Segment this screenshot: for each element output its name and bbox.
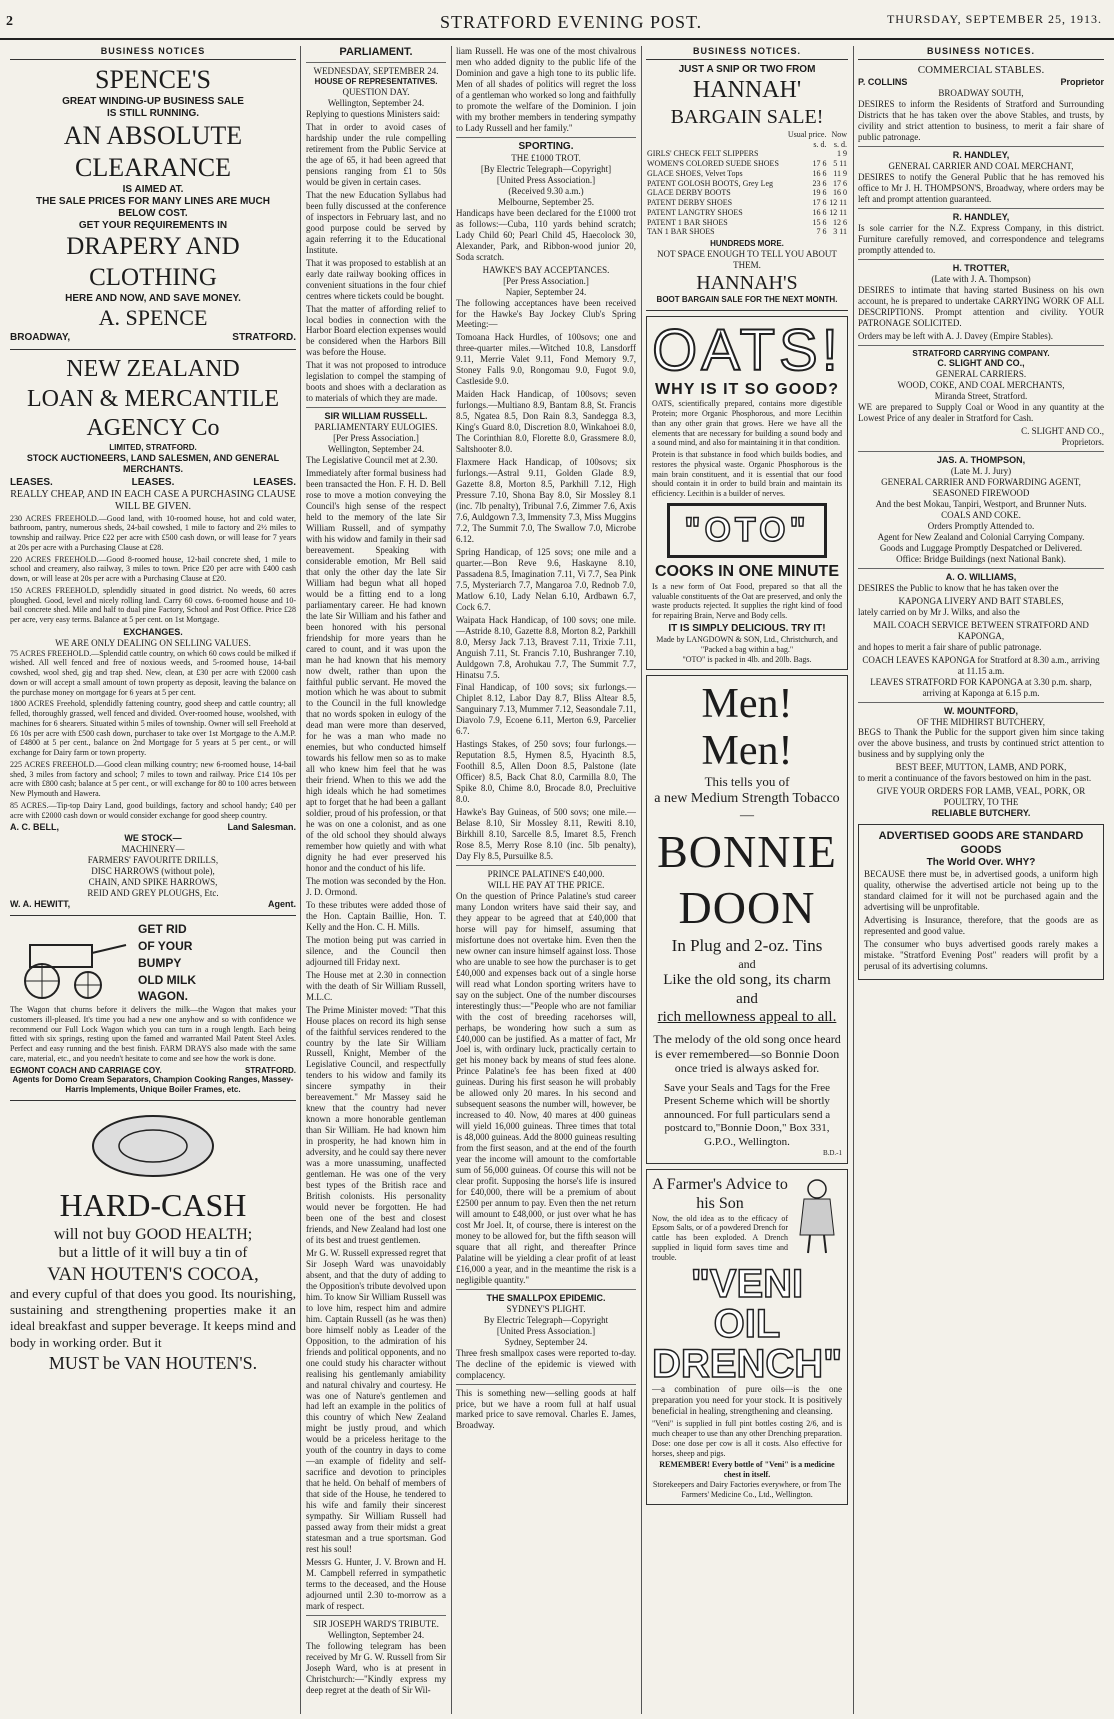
wagon-headline: WAGON. bbox=[138, 989, 188, 1004]
notice-signature: Proprietors. bbox=[1061, 437, 1104, 448]
hannah-name: HANNAH' bbox=[692, 77, 802, 104]
section-header: BUSINESS NOTICES bbox=[10, 46, 296, 60]
stables-address: BROADWAY SOUTH, bbox=[938, 88, 1024, 99]
now-price: 12 11 bbox=[829, 207, 847, 217]
article-paragraph: This is something new—selling goods at half price, but we have a room full at half usual marked price to save removal. Charles E. James, Broadway. bbox=[456, 1387, 636, 1431]
question-day: QUESTION DAY. bbox=[342, 87, 410, 98]
notice-name: H. TROTTER, bbox=[952, 262, 1010, 273]
spence-advert bbox=[10, 64, 296, 344]
now-price: 16 0 bbox=[833, 188, 847, 198]
wagon-headline: BUMPY bbox=[138, 955, 182, 970]
spence-name: SPENCE'S bbox=[95, 64, 211, 94]
notice-name: A. O. WILLIAMS, bbox=[945, 571, 1017, 582]
notice-name: W. MOUNTFORD, bbox=[944, 705, 1018, 716]
wagon-advert bbox=[10, 921, 296, 1095]
cocoa-advert bbox=[10, 1106, 296, 1375]
press-credit: [By Electric Telegraph—Copyright] bbox=[480, 163, 612, 174]
item-name: TAN 1 BAR SHOES bbox=[647, 227, 715, 237]
article-paragraph: That it was proposed to establish at an early date railway booking offices in convenient situations in the four chief centres where tickets could be bought. bbox=[306, 257, 446, 301]
issue-date: THURSDAY, SEPTEMBER 25, 1913. bbox=[886, 12, 1102, 26]
property-listing: 85 ACRES.—Tip-top Dairy Land, good buildings, factory and school handy; £40 per acre with £2000 cash down or would consider exchange for good sheep country. bbox=[10, 800, 296, 820]
dateline: Wellington, September 24. bbox=[327, 444, 425, 455]
table-row bbox=[646, 188, 848, 198]
hannah-name: HANNAH'S bbox=[696, 271, 798, 294]
table-row bbox=[646, 218, 848, 228]
article-paragraph: The following telegram has been received by Mr G. W. Russell from Sir Joseph Ward, who is at present in Christchurch:—"Kindly express my deep regret at the death of Sir Wil- bbox=[306, 1640, 446, 1695]
article-paragraph: The Legislative Council met at 2.30. bbox=[306, 455, 438, 466]
now-price: 17 6 bbox=[833, 178, 847, 188]
press-credit: By Electric Telegraph—Copyright bbox=[483, 1314, 609, 1325]
article-paragraph: The motion being put was carried in silence, and the Council then adjourned till Friday next. bbox=[306, 934, 446, 967]
oats-paragraph: Protein is that substance in food which builds bodies, and restores the physical waste. Organic Phosphorous is the main brain constituent, and it is essential that our food should contain it in order to build brain and maintain its efficiency. Lecithin is a builder of nerves. bbox=[652, 450, 842, 499]
article-paragraph: The House met at 2.30 in connection with the death of Sir William Russell, M.L.C. bbox=[306, 969, 446, 1002]
article-paragraph: Three fresh smallpox cases were reported to-day. The decline of the epidemic is viewed with complacency. bbox=[456, 1347, 636, 1380]
price-column-header: Now bbox=[831, 129, 847, 139]
notice-name: R. HANDLEY, bbox=[952, 150, 1010, 161]
press-credit: [United Press Association.] bbox=[496, 1325, 596, 1336]
notice-line: KAPONGA LIVERY AND BAIT STABLES, bbox=[898, 595, 1064, 606]
now-price: 12 6 bbox=[833, 217, 847, 227]
cocoa-body: and every cupful of that does you good. Its nourishing, sustaining and strengthening properties make it an ideal breakfast and supper beverage. It keeps mind and body in working order. But it bbox=[10, 1285, 296, 1350]
property-listing: 150 ACRES FREEHOLD, splendidly situated in good district. No weeds, 60 acres ploughed. Good, level and nicely rolling land. Carry 60 cows. 6-roomed house and 10-bail concrete shed. Mile and half to dual pine Factory, School and Post Office. Price £28 per acre, very easy terms. Balance at 5 per cent. on 1st Mortgage. bbox=[10, 585, 296, 624]
article-paragraph: Messrs G. Hunter, J. V. Brown and H. M. Campbell referred in sympathetic terms to the deceased, and the House adjourned until 2.30 to-morrow as a mark of respect. bbox=[306, 1557, 446, 1611]
column-rule bbox=[853, 46, 854, 1714]
bonnie-line: a new Medium Strength Tobacco— bbox=[654, 790, 840, 823]
usual-price: 16 6 bbox=[812, 207, 827, 217]
spence-address: BROADWAY, bbox=[10, 332, 71, 344]
dateline: Melbourne, September 25. bbox=[498, 196, 594, 207]
nzl-subtitle: STOCK AUCTIONEERS, LAND SALESMEN, AND GENERAL MERCHANTS. bbox=[26, 453, 280, 474]
notice-paragraph: WE are prepared to Supply Coal or Wood in any quantity at the Lowest Price of any dealer in Stratford for Cash. bbox=[858, 402, 1104, 424]
cocoa-line: will not buy GOOD HEALTH; bbox=[53, 1225, 253, 1243]
agent-name: W. A. HEWITT, bbox=[10, 899, 71, 910]
men-headline: Men! Men! bbox=[701, 681, 793, 774]
now-price: 11 9 bbox=[833, 168, 847, 178]
stock-item: REID AND GREY PLOUGHS, Etc. bbox=[87, 888, 219, 899]
press-credit: [United Press Association.] bbox=[496, 174, 596, 185]
usual-price: 17 6 bbox=[812, 198, 827, 208]
notice-line: Orders Promptly Attended to. bbox=[927, 521, 1035, 531]
parliament-heading: PARLIAMENT. bbox=[339, 46, 413, 58]
notice-role: (Late with J. A. Thompson) bbox=[931, 273, 1031, 284]
milk-wagon-illustration bbox=[10, 923, 130, 1003]
notice-paragraph: Is sole carrier for the N.Z. Express Company, in this district. Furniture carefully removed, and correspondence and telegrams promptly attended to. bbox=[858, 223, 1104, 255]
table-row bbox=[646, 149, 848, 159]
agent-role: Agent. bbox=[268, 899, 296, 910]
race-acceptances: Final Handicap, of 100 sovs; six furlongs.—Chiplet 8.12, Labor Day 8.7, Bliss Altear 8.5, Sanguinary 7.13, Mummer 7.12, Seasondale 7.11, Diavolo 7.9, Ecoene 6.11, Merton 6.9, Parcelier 6.7. bbox=[456, 682, 636, 737]
property-listing: 75 ACRES FREEHOLD.—Splendid cattle country, on which 60 cows could be milked if wished. All well fenced and free of noxious weeds, and 5-roomed house, 14-bail cowshed, wool shed, gig and trap shed. New, clean, at £30 per acre with £2000 cash down or will accept a small amount of town property as deposit, leaving the balance on the purchase money on mortgage for 6 years at 5 per cent. bbox=[10, 648, 296, 697]
veni-stockists: Storekeepers and Dairy Factories everywhere, or from The Farmers' Medicine Co., Ltd., Wellington. bbox=[652, 1479, 842, 1499]
column-1 bbox=[10, 46, 296, 1714]
article-paragraph: liam Russell. He was one of the most chivalrous men who added dignity to the public life of the Dominion and gave a high tone to its public life. Men of all shades of politics will regret the loss of a gentleman who worked so long and faithfully to promote the welfare of the Dominion. I join with my brother members in tendering sympathy to Lady Russell and her family." bbox=[456, 46, 636, 133]
notice-role: OF THE MIDHIRST BUTCHERY, bbox=[916, 716, 1046, 727]
notice-line: Office: Bridge Buildings (next National Bank). bbox=[896, 553, 1066, 564]
section-header: BUSINESS NOTICES. bbox=[646, 46, 848, 60]
hannah-nospace: NOT SPACE ENOUGH TO TELL YOU ABOUT THEM. bbox=[657, 248, 837, 270]
bonnie-line: and bbox=[738, 956, 756, 971]
article-heading: THE SMALLPOX EPIDEMIC. bbox=[486, 1292, 606, 1303]
stables-heading: COMMERCIAL STABLES. bbox=[917, 63, 1045, 76]
veni-remember: REMEMBER! Every bottle of "Veni" is a medicine chest in itself. bbox=[659, 1460, 835, 1480]
nzl-title: AGENCY Co bbox=[86, 414, 220, 441]
oats-paragraph: Is a new form of Oat Food, prepared so that all the valuable constituents of the Oat are preserved, and only the waste products rejected. It supplies the right kind of food for repairing Brain, Nerve and Body cells. bbox=[652, 581, 842, 621]
price-unit: s. d. bbox=[833, 139, 847, 149]
item-name: WOMEN'S COLORED SUEDE SHOES bbox=[647, 159, 779, 169]
page-number: 2 bbox=[6, 14, 13, 29]
bonnie-code: B.D.-1 bbox=[822, 1149, 842, 1158]
notice-address: Miranda Street, Stratford. bbox=[934, 391, 1028, 402]
column-2 bbox=[306, 46, 446, 1714]
masthead bbox=[0, 0, 1114, 40]
newspaper-title: STRATFORD EVENING POST. bbox=[440, 12, 703, 32]
salesman-role: Land Salesman. bbox=[227, 822, 296, 833]
parliament-date: WEDNESDAY, SEPTEMBER 24. bbox=[313, 66, 439, 77]
article-heading: PRINCE PALATINE'S £40,000. bbox=[487, 868, 605, 879]
oats-paragraph: OATS, scientifically prepared, contains more digestible Protein; more Organic Phosphorous, and more Lecithin than any other grain that grows. Here we have all the elements that are necessary for building a sound body and a sound mind, and also for maintaining it in that condition. bbox=[652, 399, 842, 448]
notice-role: GENERAL CARRIERS. bbox=[935, 369, 1027, 380]
article-paragraph: The following acceptances have been received for the Hawke's Bay Jockey Club's Spring Meeting:— bbox=[456, 297, 636, 330]
article-paragraph: To these tributes were added those of the Hon. Captain Baillie, Hon. T. Kelly and the Hon. C. H. Mills. bbox=[306, 899, 446, 932]
proprietor-role: Proprietor bbox=[1060, 77, 1104, 88]
usual-price: 7 6 bbox=[816, 227, 827, 237]
bonnie-line: In Plug and 2-oz. Tins bbox=[671, 935, 823, 955]
notice-line: Agent for New Zealand and Colonial Carrying Company. bbox=[877, 531, 1085, 542]
column-4 bbox=[646, 46, 848, 1714]
column-3 bbox=[456, 46, 636, 1714]
notice-paragraph: Advertising is Insurance, therefore, that the goods are as represented and good value. bbox=[864, 915, 1098, 937]
now-price: 1 9 bbox=[837, 149, 847, 159]
notice-paragraph: The consumer who buys advertised goods rarely makes a mistake. "Stratford Evening Post" readers will profit by a perusal of its advertising columns. bbox=[864, 939, 1098, 971]
proprietor-name: P. COLLINS bbox=[858, 77, 908, 88]
spence-line: HERE AND NOW, AND SAVE MONEY. bbox=[65, 293, 241, 305]
spence-line: BELOW COST. bbox=[118, 207, 188, 219]
notice-line: COALS AND COKE. bbox=[941, 510, 1021, 521]
nzl-headline: REALLY CHEAP, AND IN EACH CASE A PURCHASING CLAUSE WILL BE GIVEN. bbox=[10, 489, 296, 513]
bonnie-line: This tells you of bbox=[704, 773, 790, 789]
nzl-title: LOAN & MERCANTILE bbox=[27, 385, 279, 412]
section-header: BUSINESS NOTICES. bbox=[858, 46, 1104, 60]
article-paragraph: That the matter of affording relief to local bodies in connection with the Harbor Board election expenses would be considered when the Harbors Bill was before the House. bbox=[306, 303, 446, 358]
notice-paragraph: to merit a continuance of the favors bestowed on him in the past. bbox=[858, 773, 1092, 784]
price-unit: s. d. bbox=[813, 139, 827, 149]
notice-role: (Late M. J. Jury) bbox=[950, 466, 1012, 477]
article-heading: SIR WILLIAM RUSSELL. bbox=[324, 411, 428, 422]
article-paragraph: Replying to questions Ministers said: bbox=[306, 109, 440, 120]
spence-town: STRATFORD. bbox=[232, 332, 296, 344]
notice-role: GENERAL CARRIER AND FORWARDING AGENT, bbox=[881, 477, 1081, 488]
wagon-headline: OLD MILK bbox=[138, 972, 196, 987]
cocoa-slogan: MUST be VAN HOUTEN'S. bbox=[48, 1352, 258, 1373]
article-paragraph: That it was not proposed to introduce legislation to compel the stamping of boots and shoes with a declaration as to materials of which they are made. bbox=[306, 360, 446, 404]
veni-paragraph: "Veni" is supplied in full pint bottles costing 2/6, and is much cheaper to use than any other Drenching preparation. Dose: one dose per cow is all it costs. Also effective for horses, sheep and pigs. bbox=[652, 1419, 842, 1458]
adv-subtitle: The World Over. WHY? bbox=[926, 857, 1036, 869]
article-paragraph: Handicaps have been declared for the £1000 trot as follows:—Cuba, 110 yards behind scratch; Lady Child 60; Pearl Child 45, Haecolock 30, Alexander, Park, and Ribbon-wood junior 20, Soda scratch. bbox=[456, 207, 636, 262]
usual-price: 17 6 bbox=[812, 159, 827, 169]
cocoa-tin-illustration bbox=[78, 1106, 228, 1186]
notice-line: MAIL COACH SERVICE BETWEEN STRATFORD AND KAPONGA, bbox=[873, 619, 1089, 641]
wagon-body: The Wagon that churns before it delivers the milk—the Wagon that makes your customers ill-pleased. It's time you had a new one anyhow and so with confidence we recommend our Full Lock Wagon which you can turn in a rough length. Each being fitted with six springs, resting upon the famed and warranted Mail Patent Steel Axles. Perfect and easy running and the best finish. FARM DRAYS also made with the same care, material, etc., and you needn't hesitate to come and see how the work is done. bbox=[10, 1005, 296, 1063]
notice-paragraph: and hopes to merit a fair share of public patronage. bbox=[858, 641, 1042, 652]
usual-price: 23 6 bbox=[812, 178, 827, 188]
notice-line: GIVE YOUR ORDERS FOR LAMB, VEAL, PORK, OR POULTRY, TO THE bbox=[876, 786, 1086, 808]
spence-line: IS STILL RUNNING. bbox=[106, 107, 200, 119]
press-credit: [Per Press Association.] bbox=[503, 275, 589, 286]
nzl-headline: WE ARE ONLY DEALING ON SELLING VALUES. bbox=[55, 637, 251, 648]
table-row bbox=[646, 227, 848, 237]
exchanges-label: EXCHANGES. bbox=[123, 626, 183, 637]
stock-item: DISC HARROWS (without pole), bbox=[91, 866, 215, 877]
spence-headline: DRAPERY AND CLOTHING bbox=[66, 233, 240, 291]
notice-role: GENERAL CARRIER AND COAL MERCHANT, bbox=[888, 161, 1074, 172]
usual-price: 16 6 bbox=[812, 168, 827, 178]
veni-headline: A Farmer's Advice to his Son bbox=[652, 1175, 788, 1213]
article-paragraph: That the new Education Syllabus had been fully discussed at the conference of inspectors in February last, and no good purpose could be served by again referring it to the Educational Institute. bbox=[306, 189, 446, 255]
nzl-subtitle: LIMITED, STRATFORD. bbox=[109, 443, 197, 453]
property-listing: 230 ACRES FREEHOLD.—Good land, with 10-roomed house, hot and cold water, bathroom, pantry, numerous sheds, 24-bail cowshed, 1 mile to factory and 2½ miles to township and railway. Price £22 per acre with £500 cash down, or will lease for 7 years at 20s per acre with a Purchasing Clause at £28. bbox=[10, 513, 296, 552]
race-acceptances: Hastings Stakes, of 250 sovs; four furlongs.—Reputation 8.5, Hymen 8.5, Hyacinth 8.5, Foothill 8.5, Allen Doon 8.5, Palstone (late Officer) 8.5, Back Chat 8.0, Carmilla 8.0, The Spike 8.0, Chime 8.0, Brocade 8.0, Precluitive 8.0. bbox=[456, 739, 636, 805]
wagon-agents: Agents for Domo Cream Separators, Champion Cooking Ranges, Massey-Harris Implements, Unique Boiler Frames, etc. bbox=[12, 1075, 294, 1095]
oats-slogan: IT IS SIMPLY DELICIOUS. TRY IT! bbox=[668, 622, 826, 634]
article-heading: HAWKE'S BAY ACCEPTANCES. bbox=[482, 264, 610, 275]
wagon-firm: EGMONT COACH AND CARRIAGE COY. bbox=[10, 1065, 162, 1075]
cocoa-line: but a little of it will buy a tin of bbox=[58, 1245, 248, 1262]
hannah-sale: BARGAIN SALE! bbox=[670, 106, 824, 129]
dateline: Sydney, September 24. bbox=[504, 1336, 588, 1347]
salesman-name: A. C. BELL, bbox=[10, 822, 59, 833]
item-name: PATENT DERBY SHOES bbox=[647, 198, 733, 208]
stock-item: FARMERS' FAVOURITE DRILLS, bbox=[87, 855, 219, 866]
article-subheading: WILL HE PAY AT THE PRICE. bbox=[487, 879, 605, 890]
notice-signature: C. SLIGHT AND CO., bbox=[1021, 426, 1104, 437]
veni-brand: "VENI OIL DRENCH" bbox=[652, 1262, 843, 1387]
leases-label: LEASES. bbox=[10, 476, 53, 488]
property-listing: 1800 ACRES Freehold, splendidly fattening country, good sheep and cattle country; all felled, thoroughly grassed, well fenced and divided. Over-roomed house, woolshed, with machines for 6 shearers. Situated within 5 miles of township. Owner will sell Freehold at £6 10s per acre with £500 cash down, purchaser to take over 1st Mortgage to the A.M.P. of £4800 at 5 per cent., balance on 2nd Mortgage for 5 years at 5 per cent., or will exchange for Dairy farm or town property. bbox=[10, 699, 296, 758]
article-paragraph: The motion was seconded by the Hon. J. D. Ormond. bbox=[306, 875, 446, 897]
bonnie-line: rich mellowness appeal to all. bbox=[657, 1008, 837, 1025]
press-credit: [Per Press Association.] bbox=[333, 433, 419, 444]
article-paragraph: Mr G. W. Russell expressed regret that Sir Joseph Ward was unavoidably absent, and that the duty of adding to the Opposition's tribute devolved upon him. To know Sir William Russell was to love him, respect him and admire him. Captain Russell (as he was then) bore himself nobly as Leader of the Opposition, to the admiration of his friends and political opponents, and no one could study his character without realising his gentlemanly amiability and natural chivalry and courtesy. He was one of Nature's gentlemen and had left an example in the politics of this country of which New Zealand might be justly proud, and which would be a priceless heritage to the youth of the country in days to come—an example of fidelity and self-sacrifice and devotion to principles that he held. On behalf of members of that side of the House, he tendered to his wife and family their sincerest sympathy. Sir William Russell had passed away from their midst a great statesman and a true sportsman. God rest his soul! bbox=[306, 1247, 446, 1555]
article-subheading: PARLIAMENTARY EULOGIES. bbox=[314, 422, 438, 433]
article-paragraph: The Prime Minister moved: "That this House places on record its high sense of the faithful services rendered to the country by the late Sir William Russell, Knight, Member of the Legislative Council, and respectfully tenders to his widow and family its sincere sympathy in their bereavement." Mr Massey said he knew that the country had never known a more honorable gentleman than Sir William. He had known him in prosperity, he had known him in adversity, and he could say there never was a more unassuming, unaffected gentleman. He was one of the very best types of the British race and British colonists. His personality would never be forgotten. He had been one of the best and closest friends, and New Zealand had lost one of its best and truest gentlemen. bbox=[306, 1004, 446, 1245]
spence-line: THE SALE PRICES FOR MANY LINES ARE MUCH bbox=[36, 195, 270, 207]
now-price: 3 11 bbox=[833, 227, 847, 237]
oto-cooks: COOKS IN ONE MINUTE bbox=[654, 563, 839, 581]
veni-advert bbox=[646, 1169, 848, 1506]
oats-question: WHY IS IT SO GOOD? bbox=[655, 380, 839, 398]
table-row bbox=[646, 179, 848, 189]
price-table bbox=[646, 130, 848, 237]
race-acceptances: Maiden Hack Handicap, of 100sovs; seven furlongs.—Multiano 8.9, Bantam 8.8, St. Francis 8.5, Ngatea 8.5, Don Rain 8.3, Sandegga 8.3, King's Guard 8.0, Discretion 8.0, Winkahoei 8.0, The Corinthian 8.0, Florette 8.0, Grassmere 8.0, Saltshooter 8.0. bbox=[456, 389, 636, 455]
spence-signature: A. SPENCE bbox=[98, 305, 208, 331]
house-heading: HOUSE OF REPRESENTATIVES. bbox=[314, 77, 438, 87]
veni-paragraph: —a combination of pure oils—is the one preparation you need for your stock. It is positively beneficial in healing, strengthening and cleansing. bbox=[652, 1384, 842, 1417]
now-price: 5 11 bbox=[833, 159, 847, 169]
property-listing: 225 ACRES FREEHOLD.—Good clean milking country; new 6-roomed house, 14-bail shed, 3 miles from factory and school; 7 miles to town and railway. Price £14 10s per acre with £800 cash; balance at 5 per cent., or will exchange for 80 to 100 acres between New Plymouth and Hawera. bbox=[10, 759, 296, 799]
article-heading: SIR JOSEPH WARD'S TRIBUTE. bbox=[313, 1618, 439, 1629]
received-time: (Received 9.30 a.m.) bbox=[508, 185, 584, 196]
notice-paragraph: DESIRES to intimate that having started Business on his own account, he is prepared to undertake CARRYING WORK OF ALL DESCRIPTIONS. Prompt attention and civility. YOUR PATRONAGE SOLICITED. bbox=[858, 284, 1104, 328]
hannah-snip: JUST A SNIP OR TWO FROM bbox=[678, 63, 816, 75]
notice-role: WOOD, COKE, AND COAL MERCHANTS, bbox=[897, 380, 1065, 391]
notice-name: R. HANDLEY, bbox=[952, 212, 1010, 223]
coach-timetable: COACH LEAVES KAPONGA for Stratford at 8.30 a.m., arriving at 11.15 a.m. bbox=[862, 654, 1100, 676]
oats-advert bbox=[646, 316, 848, 670]
sporting-heading: SPORTING. bbox=[518, 140, 574, 152]
now-price: 12 11 bbox=[829, 198, 847, 208]
usual-price: 15 6 bbox=[812, 217, 827, 227]
notice-paragraph: Orders may be left with A. J. Davey (Empire Stables). bbox=[858, 330, 1053, 341]
column-5 bbox=[858, 46, 1104, 1714]
item-name: GLACE DERBY BOOTS bbox=[647, 188, 731, 198]
spence-headline: AN ABSOLUTE CLEARANCE bbox=[63, 121, 243, 182]
column-rule bbox=[641, 46, 642, 1714]
notice-paragraph: DESIRES to inform the Residents of Stratford and Surrounding Districts that he has taken over the above Stables, and trusts, by civility and strict attention to business, to merit a fair share of public patronage. bbox=[858, 99, 1104, 143]
leases-label: LEASES. bbox=[253, 476, 296, 488]
notice-paragraph: DESIRES to notify the General Public that he has removed his office to Mr J. H. THOMPSON'S, Broadway, where orders may be left and prompt attention guaranteed. bbox=[858, 172, 1104, 205]
notice-line: RELIABLE BUTCHERY. bbox=[931, 808, 1031, 819]
oats-title: OATS! bbox=[652, 317, 842, 383]
notice-line: BEST BEEF, MUTTON, LAMB, AND PORK, bbox=[895, 762, 1067, 773]
column-rule bbox=[300, 46, 301, 1714]
cocoa-title: HARD-CASH bbox=[59, 1186, 247, 1223]
advertised-goods-notice bbox=[858, 824, 1104, 980]
spence-line: GREAT WINDING-UP BUSINESS SALE bbox=[62, 95, 244, 107]
item-name: PATENT LANGTRY SHOES bbox=[647, 207, 743, 217]
usual-price: 19 6 bbox=[812, 188, 827, 198]
race-acceptances: Spring Handicap, of 125 sovs; one mile and a quarter.—Bon Reve 9.6, Haskayne 8.10, Passadena 8.5, Imagination 7.11, Vi 7.7, Sea Pink 7.5, Mysteriarch 7.7, Mangaroa 7.0, Rednob 7.0, Matlow 6.10, Lady Nelan 6.10, Ardbawn 6.7, Cock 6.7. bbox=[456, 546, 636, 612]
nzl-advert bbox=[10, 355, 296, 910]
bonnie-save: Save your Seals and Tags for the Free Present Scheme which will be shortly announced. For full particulars send a postcard to,"Bonnie Doon," Box 331, G.P.O., Wellington. bbox=[663, 1082, 831, 1148]
leases-label: LEASES. bbox=[131, 476, 175, 488]
property-listing: 220 ACRES FREEHOLD.—Good 8-roomed house, 12-bail concrete shed, 1 mile to school and creamery, also railway, 3 miles to town. Price £20 per acre with £400 cash down, or will lease at 20s per acre with a Purchasing Clause at £20. bbox=[10, 554, 296, 583]
oats-maker: Made by LANGDOWN & SON, Ltd., Christchurch, and "Packed a bag within a bag." bbox=[656, 635, 838, 654]
item-name: PATENT GOLOSH BOOTS, Grey Leg bbox=[647, 178, 773, 188]
hannah-more: HUNDREDS MORE. bbox=[710, 239, 784, 249]
notice-paragraph: BEGS to Thank the Public for the support given him since taking over the above business, and trusts by continued strict attention to business and by supplying only the bbox=[858, 727, 1104, 760]
stock-item: CHAIN, AND SPIKE HARROWS, bbox=[88, 877, 218, 888]
hannah-advert bbox=[646, 64, 848, 305]
bonnie-line: Like the old song, its charm and bbox=[663, 972, 831, 1007]
article-paragraph: That in order to avoid cases of hardship under the rule compelling retirement from the Public Service at the age of 65, it had been agreed that pensions ranging from £1 to 50s would be given in certain cases. bbox=[306, 122, 446, 187]
notice-paragraph: BECAUSE there must be, in advertised goods, a uniform high quality, otherwise the advertised article not being up to the standard claimed for it will not be purchased again and the advertising will be unprofitable. bbox=[864, 869, 1098, 913]
table-row bbox=[646, 198, 848, 208]
spence-line: IS AIMED AT. bbox=[122, 183, 184, 195]
adv-title: ADVERTISED GOODS ARE STANDARD GOODS bbox=[878, 830, 1084, 856]
price-column-header: Usual price. bbox=[787, 129, 827, 139]
notice-name: JAS. A. THOMPSON, bbox=[936, 455, 1026, 466]
race-acceptances: Hawke's Bay Guineas, of 500 sovs; one mile.—Belase 8.10, Sir Mossley 8.11, Rewiti 8.10, Birkhill 8.10, Sarcelle 8.5, Imaret 8.5, French Rose 8.5, Merry Rose 8.10 (inc. 5lb penalty), Day Fly 8.5, Pursuilke 8.5. bbox=[456, 807, 636, 861]
nzl-title: NEW ZEALAND bbox=[66, 356, 240, 383]
wagon-headline: GET RID bbox=[138, 922, 187, 937]
dateline: Wellington, September 24. bbox=[327, 98, 425, 109]
table-row bbox=[646, 208, 848, 218]
race-acceptances: Flaxmere Hack Handicap, of 100sovs; six furlongs.—Astral 9.11, Golden Glade 8.9, Gazette 8.8, Morton 8.5, Parkhill 7.12, High Pressure 7.10, Shona Bay 8.0, Sir Mossley 8.1 (inc. 7lb penalty), Tribunal 7.6, Zimmer 7.6, Axis 7.6, Auldgown 7.3, Immensity 7.3, Miss Muggins 7.2, The Summit 7.0, The Swallow 7.0, Microbe 6.12. bbox=[456, 457, 636, 544]
article-paragraph: On the question of Prince Palatine's stud career many London writers have said their say, and they appear to be agreed that at £40,000 that horse will pay for himself, assuming that misfortune does not overtake him. Even then the new owner can insure himself against loss. Those who are unable to see how the purchaser is to get £40,000 and expenses back out of a single horse will read what London sporting writers have to say on the subject. One of the number discourses interestingly thus:—"People who are not familiar with the cost of breeding racehorses will, perhaps, be wondering how such a sum as £40,000 can be justified. As a matter of fact, Mr Joel is, with ordinary luck, practically certain to get his money back by means of stud fees alone. Prince Palatine's fee has been fixed at 400 guineas. During his first season he will probably be allowed only 20 mares. In his second and subsequent seasons the number will, however, be increased to 40. Now, 40 mares at 400 guineas will yield 16,000 guineas. Three times that total is 48,000 guineas. Add the 8000 guineas resulting from the first season, and at the end of the fourth year the income will amount to the comfortable sum of 56,000 guineas. Of course this will not be clear profit. Supposing the horse's life is insured for £40,000, there will be a premium of about £2500 per annum to pay. Even then the net return will amount to £48,000, or just over what he has cost Mr Joel. It, of course, there is interest on the money to be allowed for, but the fifth season will square that all right, and thereafter Prince Palatine will be yielding a clear profit of at least £16,000 a year, and in the meantime the risk is a negligible quantity." bbox=[456, 890, 636, 1285]
item-name: GIRLS' CHECK FELT SLIPPERS bbox=[647, 149, 759, 159]
article-subheading: SYDNEY'S PLIGHT. bbox=[506, 1303, 586, 1314]
oats-packed: "OTO" is packed in 4lb. and 20lb. Bags. bbox=[682, 654, 812, 664]
item-name: PATENT 1 BAR SHOES bbox=[647, 217, 728, 227]
dateline: Napier, September 24. bbox=[505, 286, 587, 297]
veni-paragraph: Now, the old idea as to the efficacy of Epsom Salts, or of a powdered Drench for cattle has been exploded. A Drench supplied in liquid form saves time and trouble. bbox=[652, 1213, 788, 1262]
notice-paragraph: lately carried on by Mr J. Wilks, and also the bbox=[858, 606, 1020, 617]
notice-line: And the best Mokau, Tanpiri, Westport, and Brunner Nuts. bbox=[875, 499, 1087, 510]
column-rule bbox=[451, 46, 452, 1714]
notice-paragraph: DESIRES the Public to know that he has taken over the bbox=[858, 582, 1059, 593]
bonnie-doon-advert bbox=[646, 675, 848, 1163]
stock-label: WE STOCK— bbox=[124, 833, 182, 844]
race-acceptances: Tomoana Hack Hurdles, of 100sovs; one and three-quarter miles.—Witched 10.8, Lansdorff 9.11, Merrie Valet 9.11, Fond Memory 9.7, Stoney Falls 9.0, Rongomau 9.0, Fugot 9.0, Castleside 9.0. bbox=[456, 332, 636, 387]
notice-line: SEASONED FIREWOOD bbox=[932, 488, 1030, 499]
farmer-illustration bbox=[792, 1175, 842, 1255]
notice-name: C. SLIGHT AND CO., bbox=[937, 358, 1025, 369]
table-row bbox=[646, 159, 848, 169]
wagon-town: STRATFORD. bbox=[245, 1065, 296, 1075]
notice-line: Goods and Luggage Promptly Despatched or Delivered. bbox=[879, 542, 1083, 553]
usual-price bbox=[785, 149, 827, 159]
bonnie-melody: The melody of the old song once heard is ever remembered—so Bonnie Doon once tried is always asked for. bbox=[653, 1032, 841, 1076]
bonnie-doon-brand: BONNIE DOON bbox=[657, 825, 837, 933]
stock-item: MACHINERY— bbox=[121, 844, 185, 855]
dateline: Wellington, September 24. bbox=[327, 1629, 425, 1640]
wagon-headline: OF YOUR bbox=[138, 938, 193, 953]
notice-heading: STRATFORD CARRYING COMPANY. bbox=[912, 348, 1050, 358]
race-acceptances: Waipata Hack Handicap, of 100 sovs; one mile.—Astride 8.10, Gazette 8.8, Morton 8.2, Parkhill 8.0, Mersy Jack 7.13, Bravest 7.11, Trixie 7.11, Anguish 7.11, St. Francis 7.10, Bushranger 7.10, Auldgown 7.8, Arohukau 7.7, The Summit 7.7, Hinatsu 7.5. bbox=[456, 614, 636, 680]
cocoa-brand: VAN HOUTEN'S COCOA, bbox=[47, 1263, 259, 1285]
item-name: GLACE SHOES, Velvet Tops bbox=[647, 168, 743, 178]
oto-logo: "OTO" bbox=[667, 503, 826, 558]
article-paragraph: Immediately after formal business had been transacted the Hon. F. H. D. Bell rose to move a motion conveying the Council's high sense of the respect held to the memory of the late Sir William Russell, and of sympathy with his widow and family in their sad bereavement. Speaking with considerable emotion, Mr Bell said that only the other day the late Sir William had begun what all hoped would be a fitting end to a long parliamentary career. He had known the late Sir William and his father and been honored with his personal friendship for more years than he cared to count, and it was upon the man he had known that his memory now dwelt, rather than upon the faithful public servant. He moved the motion which he was about to submit to the Council in the full knowledge that no words spoken in eulogy of the dead man were more than deserved, for he was a man who made no enemies, but who conducted himself towards his fellow men so as to make all who knew him feel that he was their friend. When to this we add the high ideals which he had sometimes apt to forget that he had been a gallant soldier, proud of his profession, or that he was on one a colonist, and as one of the old school they should always remember how quietly and with what dignity he had ever preserved his honor and the conduct of his life. bbox=[306, 468, 446, 873]
article-heading: THE £1000 TROT. bbox=[511, 152, 581, 163]
coach-timetable: LEAVES STRATFORD FOR KAPONGA at 3.30 p.m. sharp, arriving at Kaponga at 6.15 p.m. bbox=[870, 676, 1092, 698]
hannah-foot: BOOT BARGAIN SALE FOR THE NEXT MONTH. bbox=[656, 295, 838, 305]
table-row bbox=[646, 169, 848, 179]
spence-line: GET YOUR REQUIREMENTS IN bbox=[78, 220, 228, 232]
